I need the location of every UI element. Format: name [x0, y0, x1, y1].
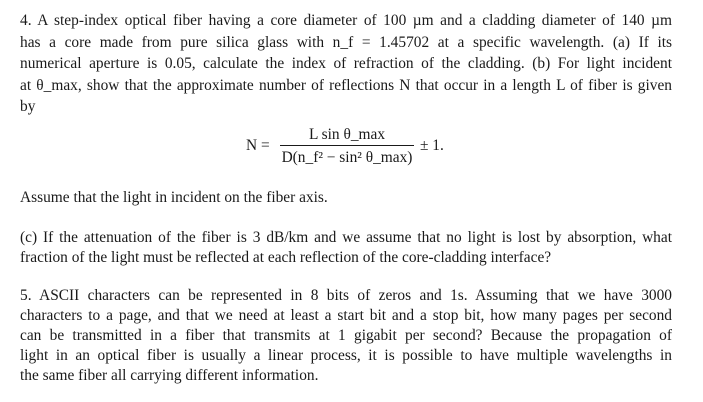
problem-4-line-4: at θ_max, show that the approximate number of reflections N that occur in a length L of fiber is given — [20, 76, 672, 94]
assumption-text — [20, 188, 672, 208]
problem-5-line-5: the same fiber all carrying different information. — [20, 367, 319, 384]
equation-fraction — [278, 124, 416, 168]
assumption-line: Assume that the light in incident on the fiber axis. — [20, 189, 328, 206]
problem-5-line-3: can be transmitted in a fiber that transmits at 1 gigabit per second? Because the propagation of — [20, 327, 672, 344]
problem-5-line-4: light in an optical fiber is usually a linear process, it is possible to have multiple wavelengths in — [20, 347, 672, 364]
equation-denominator: D(n_f² − sin² θ_max) — [281, 149, 413, 166]
equation-rhs: ± 1. — [420, 137, 444, 154]
part-c-line-2: fraction of the light must be reflected at each reflection of the core-cladding interface? — [20, 249, 552, 266]
part-c-text — [20, 228, 672, 268]
problem-4-line-2: has a core made from pure silica glass with n_f = 1.45702 at a specific wavelength. (a) If its — [20, 33, 672, 51]
problem-5-line-2: characters to a page, and that we need at least a start bit and a stop bit, how many pages per second — [20, 307, 672, 324]
problem-4-line-1: 4. A step-index optical fiber having a core diameter of 100 µm and a cladding diameter of 140 µm — [20, 12, 672, 29]
problem-5-line-1: 5. ASCII characters can be represented in 8 bits of zeros and 1s. Assuming that we have 3000 — [20, 287, 672, 304]
problem-4-line-5: by — [20, 98, 36, 115]
equation-lhs: N = — [246, 137, 270, 154]
part-c-line-1: (c) If the attenuation of the fiber is 3 dB/km and we assume that no light is lost by absorption, what — [20, 229, 672, 246]
reflection-count-equation — [240, 124, 500, 172]
problem-4-line-3: numerical aperture is 0.05, calculate the index of refraction of the cladding. (b) For light incident — [20, 55, 672, 72]
problem-4-text — [20, 10, 672, 118]
problem-5-text — [20, 286, 672, 386]
equation-numerator: L sin θ_max — [308, 126, 386, 143]
